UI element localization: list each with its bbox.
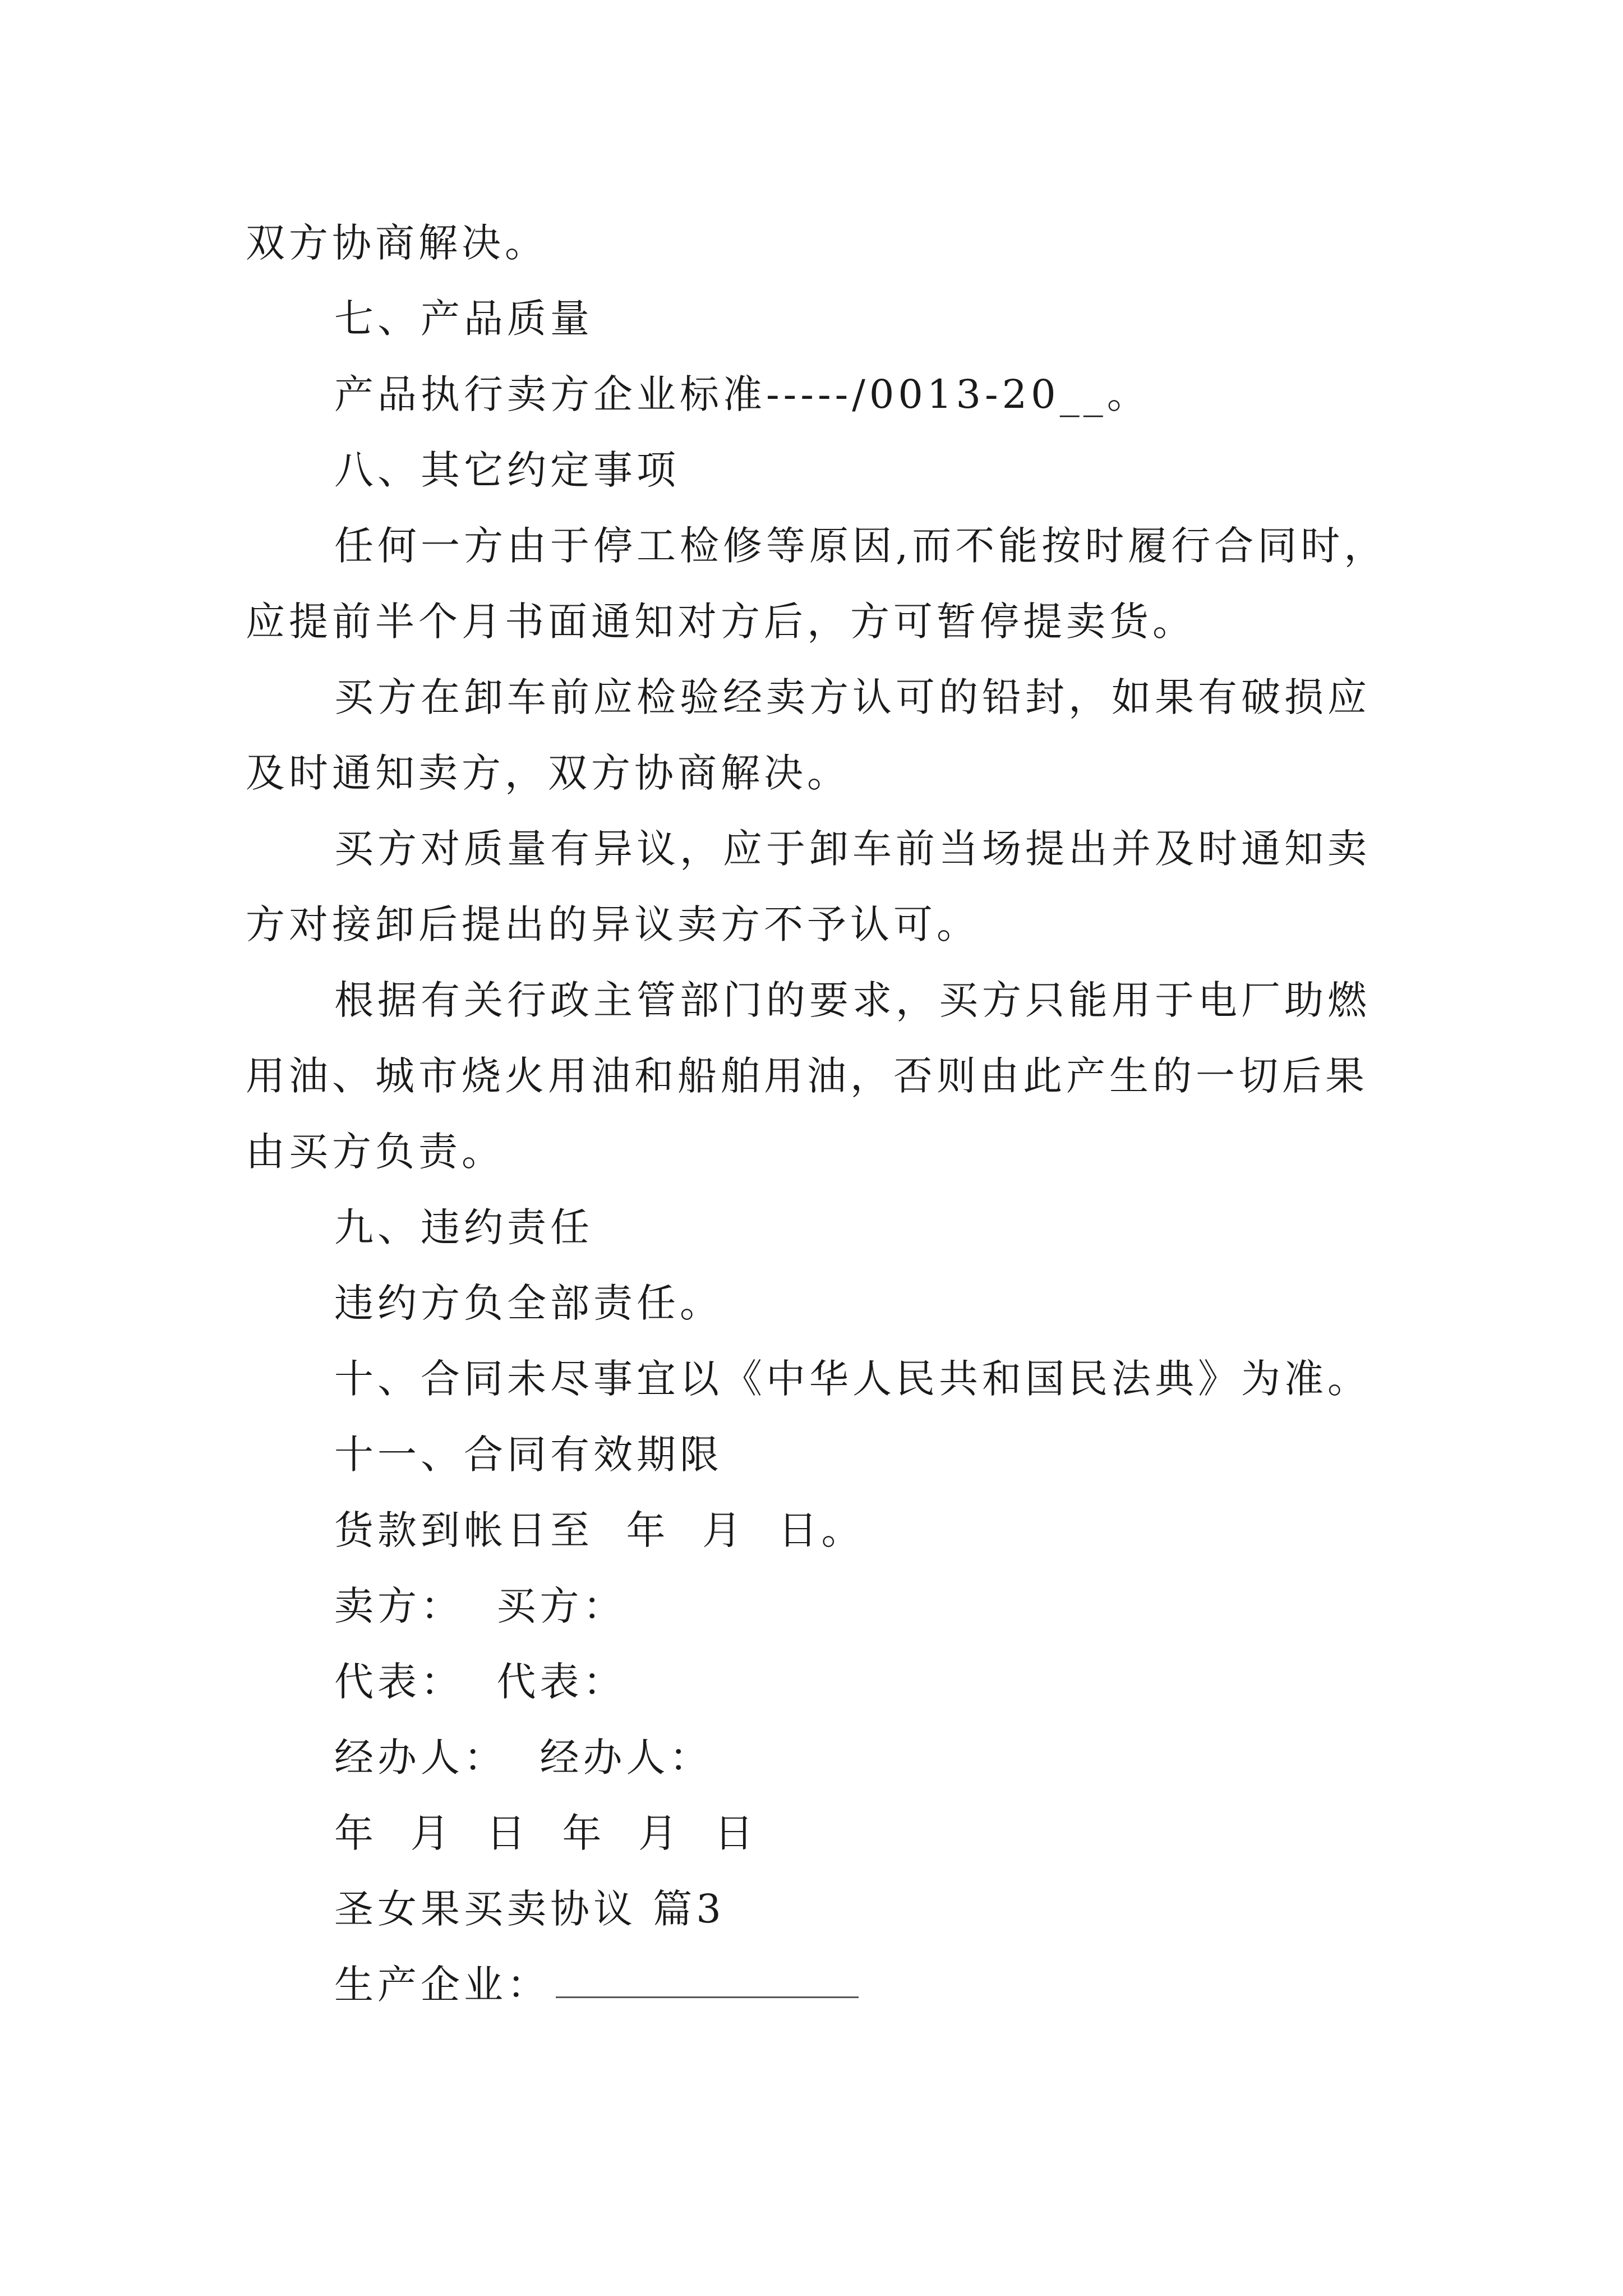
paragraph-line: 买方对质量有异议，应于卸车前当场提出并及时通知卖	[334, 826, 1371, 872]
date-line: 年 月 日 年 月 日	[334, 1810, 758, 1856]
section-heading: 七、产品质量	[334, 296, 593, 342]
paragraph-line: 买方在卸车前应检验经卖方认可的铅封，如果有破损应	[334, 674, 1371, 720]
producer-blank-underline	[556, 1965, 859, 1998]
paragraph-line: 及时通知卖方，双方协商解决。	[246, 750, 850, 796]
section-heading: 十、合同未尽事宜以《中华人民共和国民法典》为准。	[334, 1356, 1371, 1402]
paragraph-line: 用油、城市烧火用油和船舶用油，否则由此产生的一切后果	[246, 1053, 1368, 1099]
producer-label: 生产企业：	[334, 1962, 550, 2008]
section-heading: 八、其它约定事项	[334, 447, 680, 493]
paragraph-line: 违约方负全部责任。	[334, 1280, 723, 1326]
section-heading: 九、违约责任	[334, 1204, 593, 1250]
section-heading: 十一、合同有效期限	[334, 1432, 723, 1478]
paragraph-line: 产品执行卖方企业标准-----/0013-20__。	[334, 371, 1150, 417]
paragraph-line: 根据有关行政主管部门的要求，买方只能用于电厂助燃	[334, 977, 1371, 1023]
paragraph-line: 双方协商解决。	[246, 220, 548, 266]
signature-line: 经办人： 经办人：	[334, 1734, 713, 1780]
signature-line: 卖方： 买方：	[334, 1583, 626, 1629]
producer-field	[334, 1962, 859, 2008]
paragraph-line: 应提前半个月书面通知对方后，方可暂停提卖货。	[246, 599, 1196, 645]
document-title: 圣女果买卖协议 篇3	[334, 1886, 725, 1932]
paragraph-line: 任何一方由于停工检修等原因,而不能按时履行合同时，	[334, 523, 1387, 569]
paragraph-line: 货款到帐日至 年 月 日。	[334, 1507, 865, 1553]
paragraph-line: 方对接卸后提出的异议卖方不予认可。	[246, 901, 980, 947]
signature-line: 代表： 代表：	[334, 1659, 626, 1705]
paragraph-line: 由买方负责。	[246, 1129, 505, 1175]
